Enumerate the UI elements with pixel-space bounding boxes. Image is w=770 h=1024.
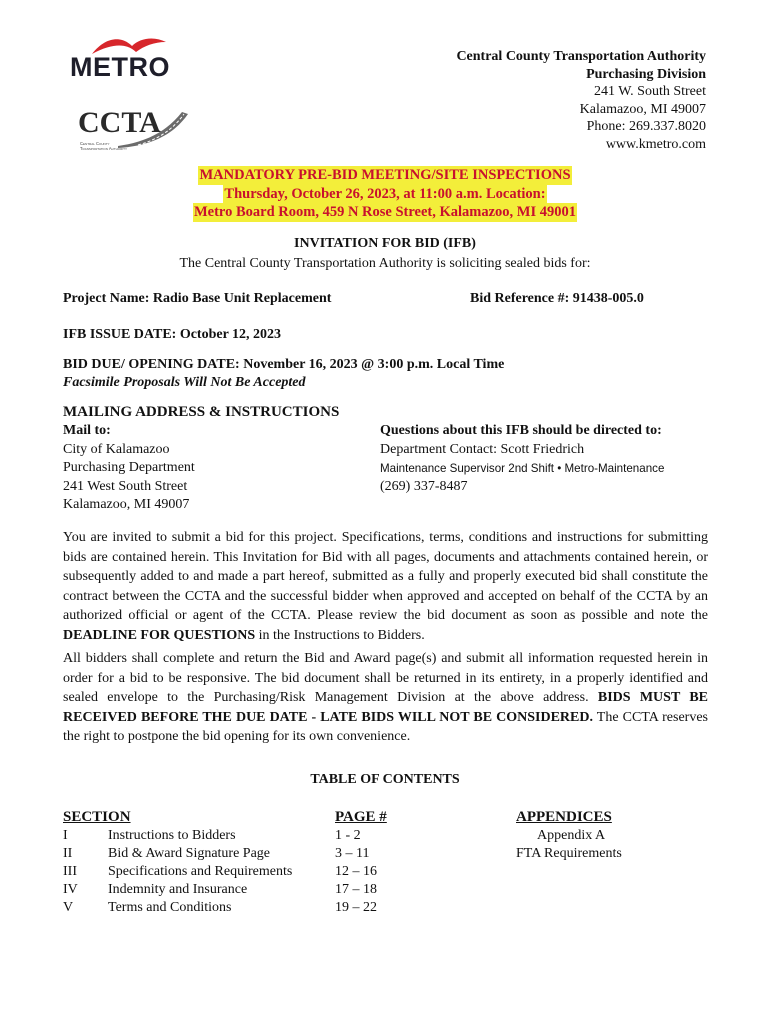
toc-section-names: [108, 827, 292, 917]
notice-line3: Metro Board Room, 459 N Rose Street, Kalamazoo, MI 49001: [193, 204, 577, 220]
toc-page-header: PAGE #: [335, 809, 387, 825]
toc-row-name: Bid & Award Signature Page: [108, 846, 271, 861]
toc-row-pages: 19 – 22: [335, 900, 377, 915]
toc-row-name: Specifications and Requirements: [108, 864, 293, 879]
toc-section-header: SECTION: [63, 809, 131, 825]
toc-row-pages: 12 – 16: [335, 864, 377, 879]
ifb-title: INVITATION FOR BID (IFB): [294, 236, 476, 251]
toc-row-name: Instructions to Bidders: [108, 828, 236, 843]
mail-line: Purchasing Department: [63, 460, 195, 475]
due-date: BID DUE/ OPENING DATE: November 16, 2023 @ 3:00 p.m. Local Time: [63, 357, 505, 372]
toc-row-num: I: [63, 828, 68, 843]
toc-row-name: Indemnity and Insurance: [108, 882, 248, 897]
toc-appendices: [516, 827, 622, 863]
appendix-label: Appendix A: [537, 828, 606, 843]
prebid-notice: [0, 166, 770, 222]
org-division: Purchasing Division: [586, 66, 706, 82]
toc-row-num: V: [63, 900, 74, 915]
ccta-subtitle-line2: Transportation Authority: [80, 146, 127, 151]
toc-row-name: Terms and Conditions: [108, 900, 232, 915]
mail-line: Kalamazoo, MI 49007: [63, 497, 190, 512]
toc-row-num: IV: [63, 882, 78, 897]
toc-title: TABLE OF CONTENTS: [310, 772, 460, 787]
p2-text: All bidders shall complete and return the Bid and Award page(s) and submit all information requested herein in order for a bid to be responsive. The bid document shall be returned in its entirety, in a properly identified and sealed envelope to the Purchasing/Risk Management Division at the above address.: [63, 651, 708, 706]
issue-date: IFB ISSUE DATE: October 12, 2023: [63, 327, 282, 342]
bid-reference: Bid Reference #: 91438-005.0: [470, 291, 644, 306]
toc-row-pages: 3 – 11: [335, 846, 370, 861]
notice-line1: MANDATORY PRE-BID MEETING/SITE INSPECTIONS: [199, 167, 571, 183]
org-name: Central County Transportation Authority: [456, 49, 706, 64]
late-bids-warning: BIDS MUST BE RECEIVED BEFORE THE DUE DATE - LATE BIDS WILL NOT BE CONSIDERED.: [63, 690, 709, 725]
toc-appendices-header: APPENDICES: [516, 809, 612, 825]
project-name: Project Name: Radio Base Unit Replacement: [63, 291, 332, 306]
appendix-name: FTA Requirements: [516, 846, 622, 861]
deadline-emphasis: DEADLINE FOR QUESTIONS: [63, 627, 256, 643]
ccta-wordmark: CCTA: [78, 106, 161, 139]
ccta-subtitle: [80, 141, 127, 151]
toc-page-ranges: [335, 827, 377, 917]
p2-tail: The CCTA reserves the right to postpone the bid opening for its own convenience.: [63, 709, 708, 745]
contact-title: Maintenance Supervisor 2nd Shift • Metro-Maintenance: [380, 461, 665, 475]
notice-line2: Thursday, October 26, 2023, at 11:00 a.m. Location:: [224, 185, 546, 202]
toc-section-numbers: [63, 827, 78, 917]
toc-row-num: II: [63, 846, 73, 861]
mail-line: 241 West South Street: [63, 478, 188, 494]
paragraph-2: [63, 649, 708, 747]
org-address1: 241 W. South Street: [593, 84, 706, 99]
mail-line: City of Kalamazoo: [63, 441, 170, 457]
org-website: www.kmetro.com: [605, 136, 706, 152]
questions-heading: Questions about this IFB should be directed to:: [380, 423, 662, 438]
metro-logo: [70, 34, 170, 84]
toc-row-pages: 17 – 18: [335, 882, 377, 897]
p1-text: You are invited to submit a bid for this project. Specifications, terms, conditions and instructions for submitting bids are contained herein. This Invitation for Bid with all pages, documents and attachments contained herein, or subsequently added to and made a part hereof, submitted as a fully and properly executed bid shall constitute the contract between the CCTA and the successful bidder when approved and accepted on behalf of the CCTA by an authorized official or agent of the CCTA. Please review the bid document as soon as possible and note the: [63, 530, 708, 624]
questions-contact: [380, 422, 664, 497]
org-header: [456, 48, 706, 153]
mailing-address: [63, 422, 195, 515]
mailing-heading: MAILING ADDRESS & INSTRUCTIONS: [63, 404, 340, 420]
fax-note: Facsimile Proposals Will Not Be Accepted: [63, 375, 306, 390]
contact-name: Department Contact: Scott Friedrich: [380, 441, 585, 457]
ccta-subtitle-line1: Central County: [80, 141, 110, 146]
ccta-logo: [78, 106, 178, 156]
toc-row-num: III: [63, 864, 77, 879]
metro-wordmark: METRO: [70, 52, 170, 82]
toc-row-pages: 1 - 2: [335, 828, 361, 843]
ifb-subtitle: The Central County Transportation Authority is soliciting sealed bids for:: [179, 256, 591, 271]
p1-tail: in the Instructions to Bidders.: [255, 627, 425, 643]
mail-to-label: Mail to:: [63, 423, 111, 438]
org-address2: Kalamazoo, MI 49007: [579, 101, 706, 117]
contact-phone: (269) 337-8487: [380, 479, 468, 495]
org-phone: Phone: 269.337.8020: [586, 119, 706, 134]
paragraph-1: [63, 528, 708, 646]
